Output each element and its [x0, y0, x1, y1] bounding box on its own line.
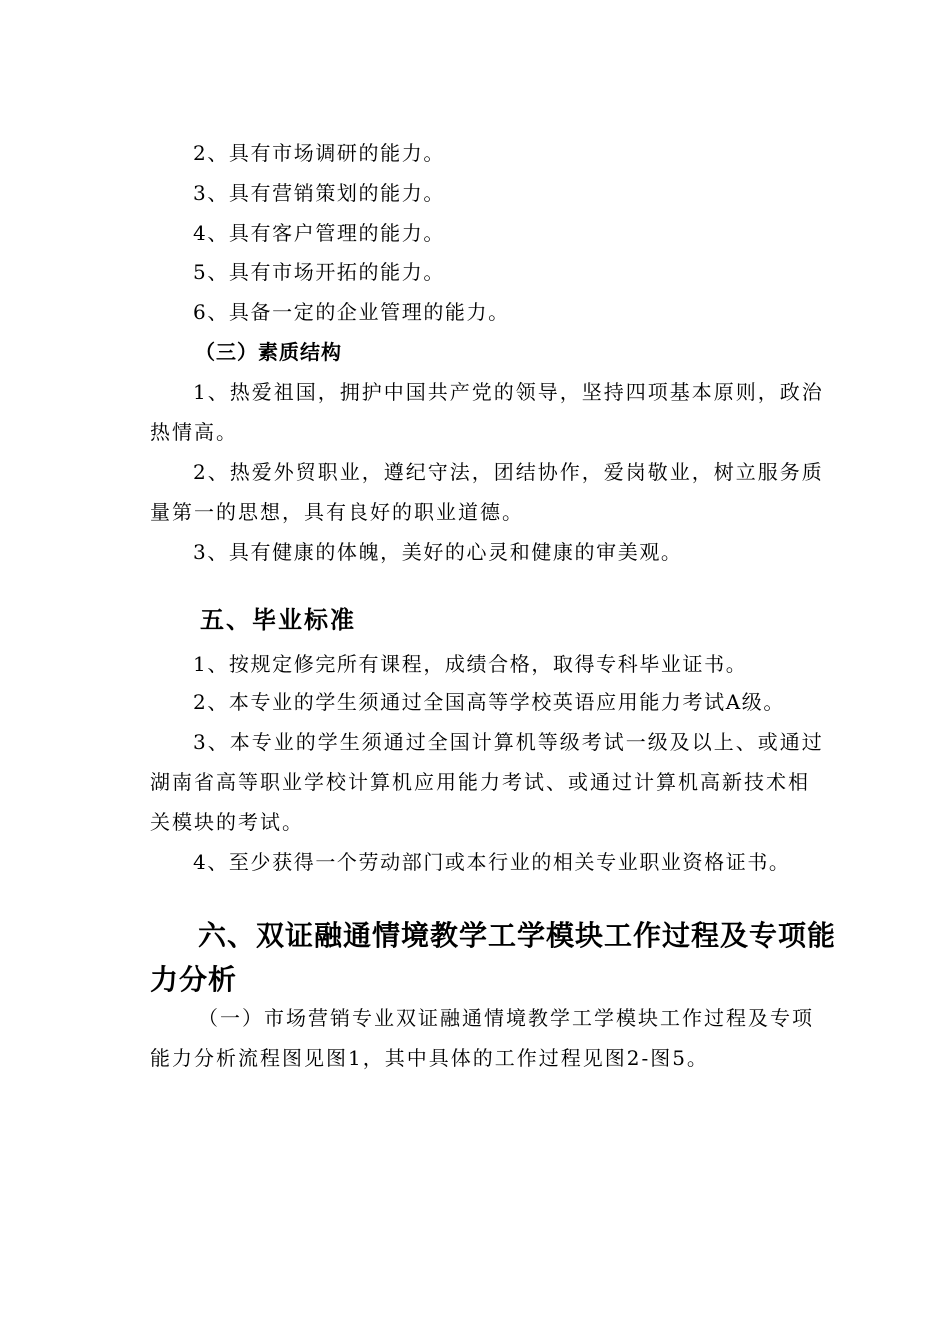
ability-item-5: 5、具有市场开拓的能力。	[193, 260, 445, 284]
graduation-item-4: 4、至少获得一个劳动部门或本行业的相关专业职业资格证书。	[193, 850, 791, 874]
quality-item-1: 1、热爱祖国，拥护中国共产党的领导，坚持四项基本原则，政治热情高。	[150, 380, 824, 444]
graduation-item-2: 2、本专业的学生须通过全国高等学校英语应用能力考试A级。	[193, 690, 785, 714]
quality-item-3: 3、具有健康的体魄，美好的心灵和健康的审美观。	[193, 540, 683, 564]
section6-paragraph: （一）市场营销专业双证融通情境教学工学模块工作过程及专项能力分析流程图见图1，其中具体的工作过程见图2-图5。	[150, 1006, 814, 1070]
ability-item-2: 2、具有市场调研的能力。	[193, 141, 445, 165]
ability-item-3: 3、具有营销策划的能力。	[193, 181, 445, 205]
graduation-standard-heading: 五、毕业标准	[200, 606, 356, 634]
section6-heading: 六、双证融通情境教学工学模块工作过程及专项能力分析	[150, 919, 837, 996]
quality-structure-heading: （三）素质结构	[195, 340, 342, 364]
quality-item-2: 2、热爱外贸职业，遵纪守法，团结协作，爱岗敬业，树立服务质量第一的思想，具有良好的职业道德。	[150, 460, 824, 524]
graduation-item-1: 1、按规定修完所有课程，成绩合格，取得专科毕业证书。	[193, 652, 748, 676]
ability-item-4: 4、具有客户管理的能力。	[193, 221, 445, 245]
graduation-item-3: 3、本专业的学生须通过全国计算机等级考试一级及以上、或通过湖南省高等职业学校计算机应用能力考试、或通过计算机高新技术相关模块的考试。	[150, 730, 824, 834]
ability-item-6: 6、具备一定的企业管理的能力。	[193, 300, 510, 324]
